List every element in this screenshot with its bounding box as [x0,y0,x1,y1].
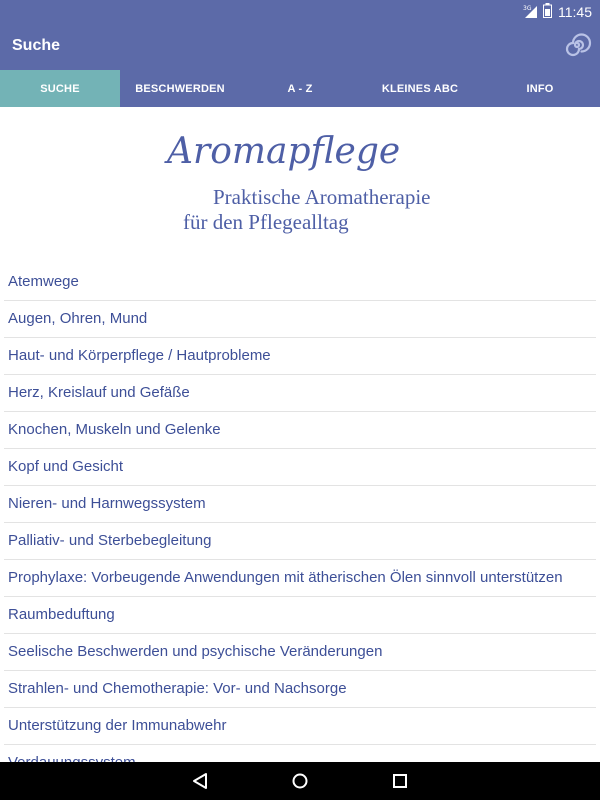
app-title: Suche [12,37,61,54]
list-item[interactable]: Atemwege [4,264,596,301]
app-bar [0,24,600,70]
svg-text:3G: 3G [523,4,532,12]
logo-title: Aromapflege [167,131,401,172]
status-bar [0,0,600,24]
list-item[interactable]: Seelische Beschwerden und psychische Veränderungen [4,634,596,671]
clock: 11:45 [558,4,592,20]
tab-a-z[interactable]: A - Z [287,82,313,95]
list-item[interactable]: Prophylaxe: Vorbeugende Anwendungen mit ätherischen Ölen sinnvoll unterstützen [4,560,596,597]
recent-apps-icon[interactable] [390,772,410,795]
spiral-logo-icon[interactable] [562,30,592,65]
list-item[interactable]: Unterstützung der Immunabwehr [4,708,596,745]
list-item[interactable]: Nieren- und Harnwegssystem [4,486,596,523]
list-item[interactable]: Palliativ- und Sterbebegleitung [4,523,596,560]
list-item[interactable]: Raumbeduftung [4,597,596,634]
aromapflege-logo [0,107,600,257]
list-item[interactable]: Herz, Kreislauf und Gefäße [4,375,596,412]
tab-info[interactable]: INFO [526,82,554,95]
list-item[interactable]: Kopf und Gesicht [4,449,596,486]
tab-bar [0,70,600,107]
logo-subtitle-2: für den Pflegealltag [183,210,349,234]
list-item[interactable]: Strahlen- und Chemotherapie: Vor- und Nachsorge [4,671,596,708]
list-item[interactable]: Haut- und Körperpflege / Hautprobleme [4,338,596,375]
logo-subtitle-1: Praktische Aromatherapie [213,185,431,209]
tab-beschwerden[interactable]: BESCHWERDEN [135,82,225,95]
status-icons [523,3,592,21]
list-item[interactable]: Augen, Ohren, Mund [4,301,596,338]
navigation-bar [0,762,600,800]
list-item[interactable]: Knochen, Muskeln und Gelenke [4,412,596,449]
tab-kleines-abc[interactable]: KLEINES ABC [381,82,459,95]
home-icon[interactable] [290,772,310,795]
category-list [0,264,600,782]
tab-suche[interactable]: SUCHE [0,70,120,107]
back-icon[interactable] [190,772,210,795]
signal-icon [523,4,537,21]
battery-icon [543,3,552,21]
